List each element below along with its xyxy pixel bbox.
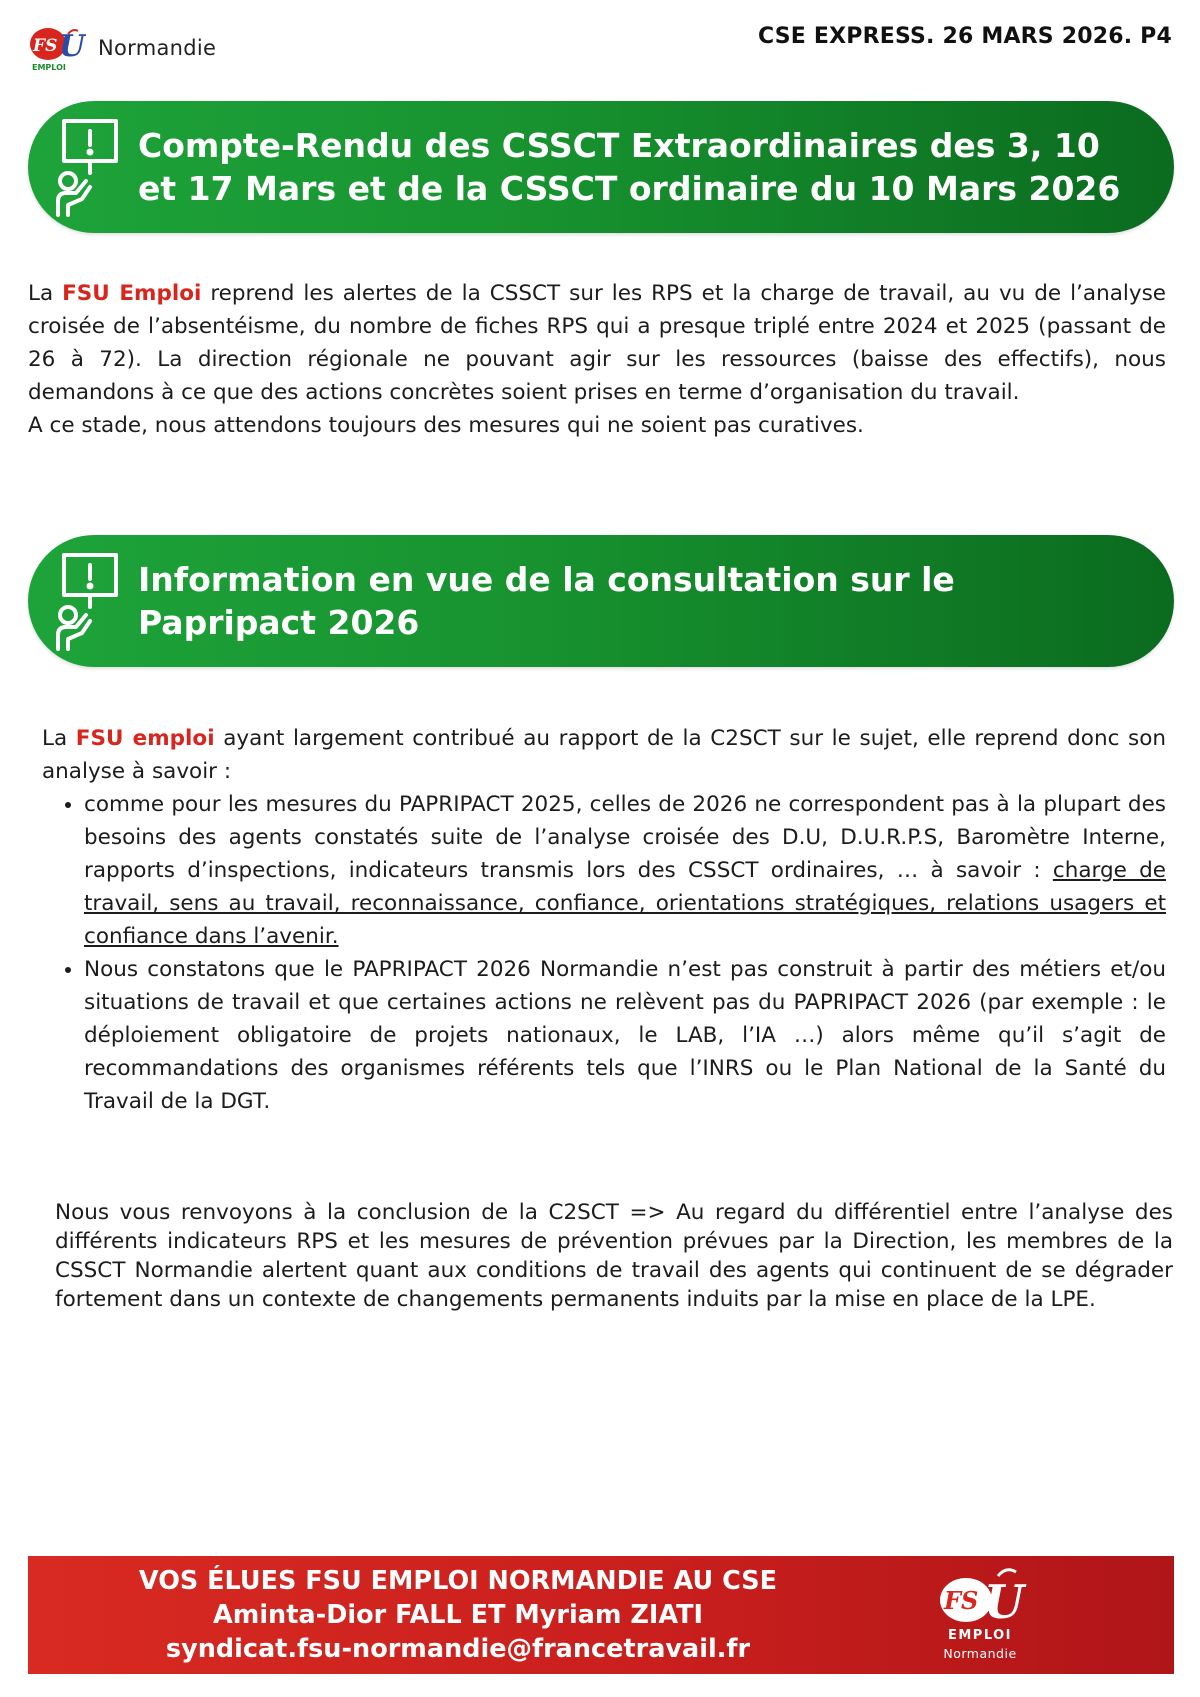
footer-email-link[interactable]: syndicat.fsu-normandie@francetravail.fr [165,1634,751,1664]
footer-logo-sub: EMPLOI [947,1628,1013,1643]
fsu-logo [28,26,248,74]
svg-text:U: U [59,29,86,64]
underlined-needs: charge de travail, sens au travail, reconnaissance, confiance, orientations stratégiques, relations usagers et confiance dans l’avenir. [84,858,1166,949]
svg-text:FS: FS [33,36,58,56]
logo-region-label: Normandie [98,36,217,60]
section2-intro: La FSU emploi ayant largement contribué au rapport de la C2SCT sur le sujet, elle reprend donc son analyse à savoir : [42,726,1166,784]
section1-body [28,277,1166,442]
section1-paragraph-2: A ce stade, nous attendons toujours des mesures qui ne soient pas curatives. [28,413,864,438]
section1-title: Compte-Rendu des CSSCT Extraordinaires des 3, 10 et 17 Mars et de la CSSCT ordinaire du 10 Mars 2026 [138,126,1121,208]
fsu-logo-icon [28,26,86,72]
section1-paragraph: La FSU Emploi reprend les alertes de la CSSCT sur les RPS et la charge de travail, au vu de l’analyse croisée de l’absentéisme, du nombre de fiches RPS qui a presque triplé entre 2024 et 2025 (passant de 26 à 72). La direction régionale ne pouvant agir sur les ressources (baisse des effectifs), nous demandons à ce que des actions concrètes soient prises en terme d’organisation du travail. [28,281,1166,405]
section2-body [42,722,1166,1118]
svg-text:FS: FS [944,1586,979,1615]
protest-sign-icon [54,549,134,653]
fsu-logo-icon [920,1562,1040,1628]
section2-bullet-list [42,788,1166,1118]
section2-title: Information en vue de la consultation sur le Papripact 2026 [138,560,955,642]
svg-text:EMPLOI: EMPLOI [32,63,66,72]
section2-banner [28,535,1174,667]
fsu-emploi-highlight: FSU Emploi [62,281,202,306]
fsu-footer-logo [920,1562,1040,1668]
conclusion-paragraph: Nous vous renvoyons à la conclusion de la C2SCT => Au regard du différentiel entre l’analyse des différents indicateurs RPS et les mesures de prévention prévues par la Direction, les membres de la CSSCT Normandie alertent quant aux conditions de travail des agents qui continuent de se dégrader fortement dans un contexte de changements permanents induits par la mise en place de la LPE. [55,1200,1173,1312]
list-item: • Nous constatons que le PAPRIPACT 2026 Normandie n’est pas construit à partir des métiers et/ou situations de travail et que certaines actions ne relèvent pas du PAPRIPACT 2026 (par exemple : le déploiement obligatoire de projets nationaux, le LAB, l’IA …) alors même qu’il s’agit de recommandations des organismes référents tels que l’INRS ou le Plan National de la Santé du Travail de la DGT. [84,953,1166,1118]
footer-text [28,1564,888,1666]
footer-banner [28,1556,1174,1674]
protest-sign-icon [54,115,134,219]
section1-banner [28,101,1174,233]
footer-logo-region: Normandie [943,1646,1017,1661]
svg-text:U: U [984,1575,1025,1628]
footer-line-1: VOS ÉLUES FSU EMPLOI NORMANDIE AU CSE [138,1566,778,1596]
footer-line-2: Aminta-Dior FALL ET Myriam ZIATI [213,1600,703,1630]
fsu-emploi-highlight: FSU emploi [75,726,215,751]
issue-label: CSE EXPRESS. 26 MARS 2026. P4 [757,24,1172,49]
list-item: • comme pour les mesures du PAPRIPACT 2025, celles de 2026 ne correspondent pas à la plupart des besoins des agents constatés suite de l’analyse croisée des D.U, D.U.R.P.S, Baromètre Interne, rapports d’inspections, indicateurs transmis lors des CSSCT ordinaires, … à savoir : charge de travail, sens au travail, reconnaissance, confiance, orientations stratégiques, relations usagers et confiance dans l’avenir. [84,788,1166,953]
